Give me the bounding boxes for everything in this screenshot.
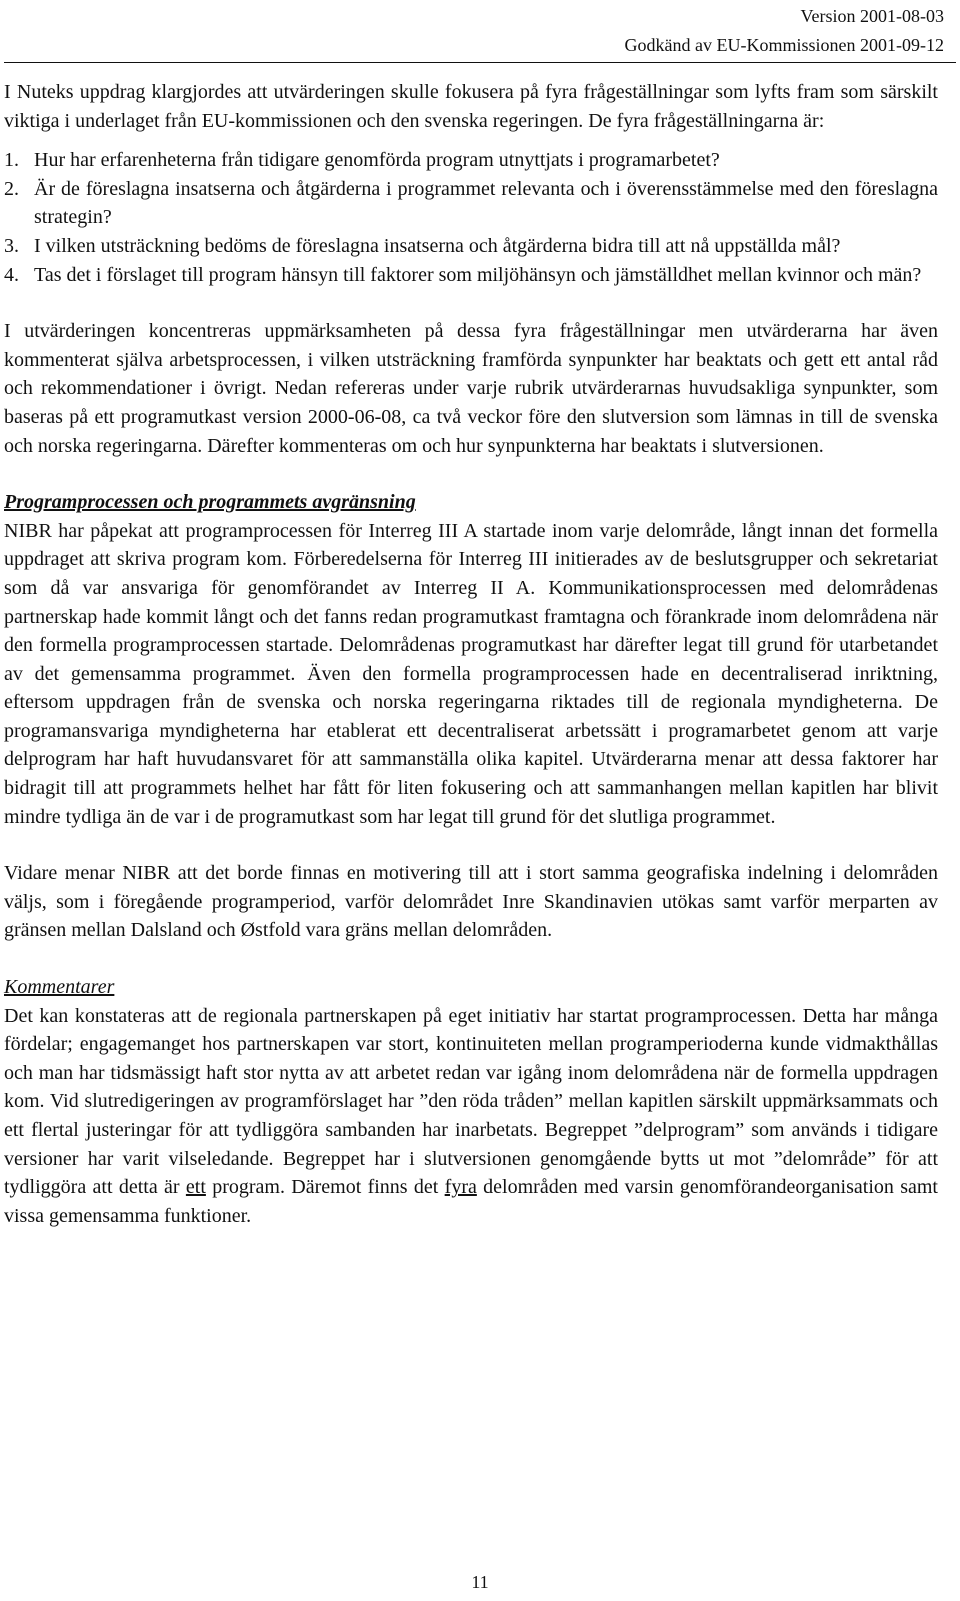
list-number: 4. bbox=[4, 263, 19, 286]
comments-heading: Kommentarer bbox=[4, 976, 115, 999]
page-number: 11 bbox=[471, 1572, 489, 1592]
list-text: Är de föreslagna insatserna och åtgärderna i programmet relevanta och i överensstämmelse med den föreslagna strategin? bbox=[34, 177, 938, 229]
version-line: Version 2001-08-03 bbox=[800, 6, 944, 26]
evaluation-paragraph: I utvärderingen koncentreras uppmärksamheten på dessa fyra frågeställningar men utvärderarna har även kommenterat själva arbetsprocessen, i vilken utsträckning framförda synpunkter har beaktats och gett ett antal råd och rekommendationer i övrigt. Nedan refereras under varje rubrik utvärderarnas huvudsakliga synpunkter, som baseras på ett programutkast version 2000-06-08, ca två veckor före den slutversion som lämnas in till de svenska och norska regeringarna. Därefter kommenteras om och hur synpunkterna har beaktats i slutversionen. bbox=[4, 320, 938, 457]
emphasis-fyra: fyra bbox=[444, 1176, 477, 1199]
section-heading: Programprocessen och programmets avgränsning bbox=[4, 491, 416, 514]
list-text: Tas det i förslaget till program hänsyn till faktorer som miljöhänsyn och jämställdhet mellan kvinnor och män? bbox=[34, 263, 922, 286]
emphasis-ett: ett bbox=[185, 1176, 206, 1199]
list-number: 2. bbox=[4, 177, 19, 200]
list-item bbox=[4, 146, 938, 175]
list-number: 1. bbox=[4, 149, 19, 172]
header-rule bbox=[4, 62, 956, 63]
list-number: 3. bbox=[4, 234, 19, 257]
section-paragraph: Vidare menar NIBR att det borde finnas en motivering till att i stort samma geografiska indelning i delområden väljs, som i föregående programperiod, varför delområdet Inre Skandinavien utökas samt varför merparten av gränsen mellan Dalsland och Østfold vara gräns mellan delområden. bbox=[4, 862, 938, 942]
question-list bbox=[4, 146, 938, 289]
approval-line: Godkänd av EU-Kommissionen 2001-09-12 bbox=[624, 35, 944, 55]
section-paragraph: NIBR har påpekat att programprocessen för Interreg III A startade inom varje delområde, långt innan det formella uppdraget att skriva program kom. Förberedelserna för Interreg III initierades av de beslutsgrupper och sekretariat som då var ansvariga för genomförandet av Interreg II A. Kommunikationsprocessen med delområdenas partnerskap hade kommit långt och det fanns redan programutkast framtagna och förankrade inom delområdena när den formella programprocessen startade. Delområdenas programutkast har därefter legat till grund för utarbetandet av det gemensamma programmet. Även den formella programprocessen hade en decentraliserad inriktning, eftersom uppdragen från de svenska och norska regeringarna riktades till de regionala myndigheterna. De programansvariga myndigheterna har etablerat ett decentraliserat arbetssätt i programarbetet genom att varje delprogram har haft huvudansvaret för att sammanställa olika kapitel. Utvärderarna menar att dessa faktorer har bidragit till att programmets helhet har fått för liten fokusering och att sammanhangen mellan kapitlen har blivit mindre tydliga än de var i de programutkast som har legat till grund för det slutliga programmet. bbox=[4, 519, 938, 828]
comments-paragraph: Det kan konstateras att de regionala partnerskapen på eget initiativ har startat programprocessen. Detta har många fördelar; engagemanget hos partnerskapen var stort, kontinuiteten mellan programperioderna kunde vidmakthållas och man har tidsmässigt haft stor nytta av att arbetet redan var igång inom delområdena när de formella uppdragen kom. Vid slutredigeringen av programförslaget har ”den röda tråden” mellan kapitlen särskilt uppmärksammats och ett flertal justeringar för att tydliggöra sambanden har inarbetats. Begreppet ”delprogram” som används i tidigare versioner har varit vilseledande. Begreppet har i slutversionen genomgående bytts ut mot ”delområde” för att tydliggöra att detta är ett program. Däremot finns det fyra delområden med varsin genomförandeorganisation samt vissa gemensamma funktioner. bbox=[4, 1004, 938, 1227]
document-body bbox=[4, 78, 938, 1230]
list-text: Hur har erfarenheterna från tidigare genomförda program utnyttjats i programarbetet? bbox=[34, 149, 720, 172]
list-item bbox=[4, 261, 938, 290]
page-header bbox=[625, 2, 944, 60]
list-item bbox=[4, 175, 938, 232]
list-text: I vilken utsträckning bedöms de föreslagna insatserna och åtgärderna bidra till att nå uppställda mål? bbox=[34, 234, 841, 257]
list-item bbox=[4, 232, 938, 261]
intro-paragraph: I Nuteks uppdrag klargjordes att utvärderingen skulle fokusera på fyra frågeställningar som lyfts fram som särskilt viktiga i underlaget från EU-kommissionen och den svenska regeringen. De fyra frågeställningarna är: bbox=[4, 81, 938, 132]
